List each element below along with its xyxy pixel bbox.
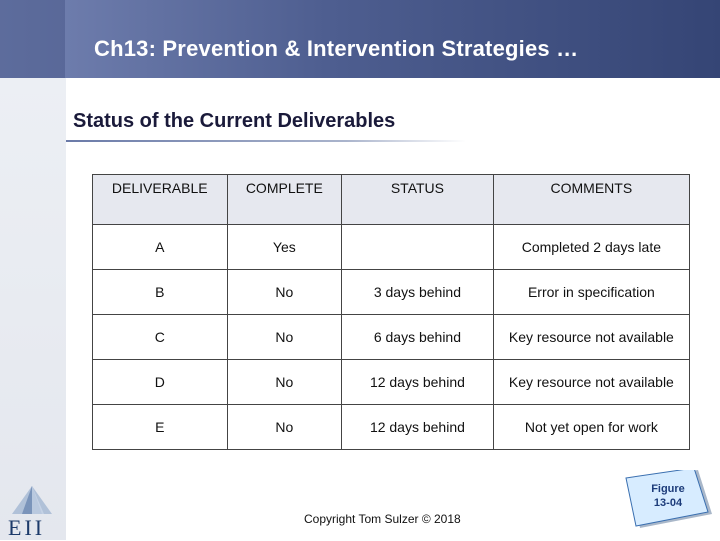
cell-deliverable: A	[93, 225, 228, 270]
cell-comments: Key resource not available	[493, 315, 689, 360]
cell-complete: No	[227, 315, 342, 360]
cell-deliverable: B	[93, 270, 228, 315]
cell-complete: No	[227, 360, 342, 405]
cell-comments: Completed 2 days late	[493, 225, 689, 270]
cell-complete: No	[227, 405, 342, 450]
table-row	[93, 225, 690, 270]
table-row	[93, 270, 690, 315]
copyright-text: Copyright Tom Sulzer © 2018	[304, 512, 461, 526]
cell-comments: Key resource not available	[493, 360, 689, 405]
table-row	[93, 315, 690, 360]
cell-status: 12 days behind	[342, 405, 494, 450]
cell-comments: Not yet open for work	[493, 405, 689, 450]
cell-complete: Yes	[227, 225, 342, 270]
figure-label-number: 13-04	[653, 497, 683, 509]
subtitle-divider	[66, 140, 466, 142]
table-header-row	[93, 175, 690, 225]
table-row	[93, 360, 690, 405]
header-deliverable: DELIVERABLE	[93, 175, 228, 225]
header-complete: COMPLETE	[227, 175, 342, 225]
cell-comments: Error in specification	[493, 270, 689, 315]
slide-subtitle: Status of the Current Deliverables	[73, 110, 396, 132]
cell-status	[342, 225, 494, 270]
header-comments: COMMENTS	[493, 175, 689, 225]
cell-deliverable: C	[93, 315, 228, 360]
cell-deliverable: D	[93, 360, 228, 405]
cell-deliverable: E	[93, 405, 228, 450]
table-row	[93, 405, 690, 450]
logo-text: EII	[8, 515, 46, 540]
left-strip	[0, 78, 66, 540]
header-status: STATUS	[342, 175, 494, 225]
cell-complete: No	[227, 270, 342, 315]
figure-label	[632, 482, 704, 510]
figure-label-word: Figure	[651, 483, 685, 495]
cell-status: 12 days behind	[342, 360, 494, 405]
cell-status: 3 days behind	[342, 270, 494, 315]
deliverables-table	[92, 174, 690, 450]
slide-title: Ch13: Prevention & Intervention Strategies …	[94, 36, 579, 61]
cell-status: 6 days behind	[342, 315, 494, 360]
